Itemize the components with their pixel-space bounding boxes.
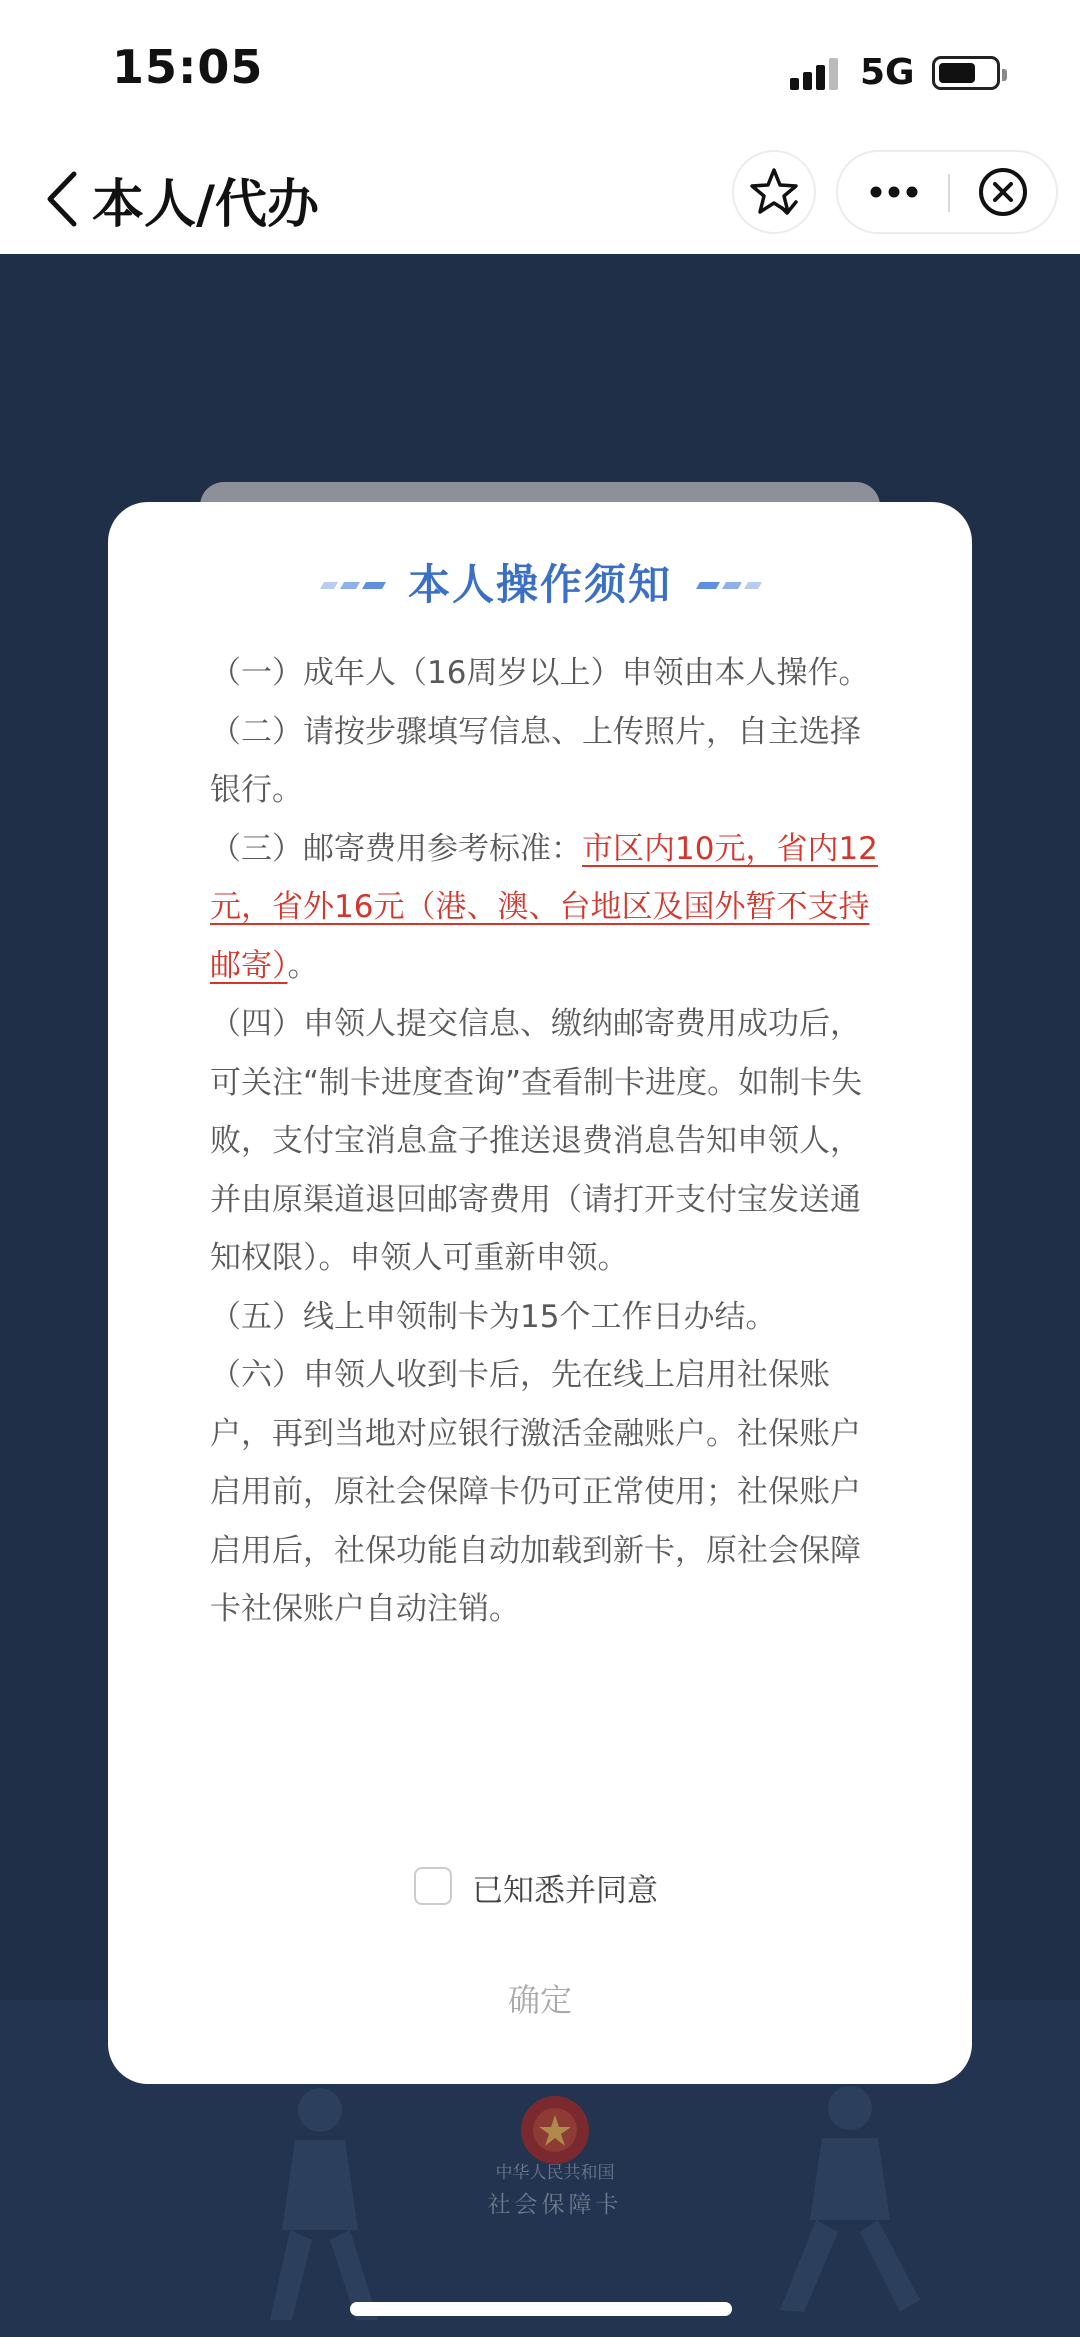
battery-icon [932, 56, 1000, 90]
status-bar [0, 0, 1080, 140]
confirm-button[interactable]: 确定 [408, 1968, 672, 2032]
chevron-left-icon [40, 162, 90, 232]
notice-item: （六）申领人收到卡后，先在线上启用社保账户，再到当地对应银行激活金融账户。社保账户启用前，原社会保障卡仍可正常使用；社保账户启用后，社保功能自动加载到新卡，原社会保障卡社保账户自动注销。 [210, 1357, 861, 1627]
capsule-menu [836, 150, 1058, 234]
person-illustration [760, 2080, 930, 2320]
title-decoration-icon [696, 578, 762, 592]
more-button[interactable] [838, 152, 948, 232]
notice-item-suffix: 。 [287, 947, 319, 984]
signal-icon [790, 56, 846, 90]
card-name-text: 社会保障卡 [487, 2192, 623, 2218]
person-illustration [240, 2080, 400, 2330]
notice-content [210, 644, 880, 1639]
title-decoration-icon [320, 578, 386, 592]
more-icon [838, 152, 948, 232]
close-circle-icon [950, 152, 1056, 232]
close-button[interactable] [950, 152, 1056, 232]
star-icon [734, 152, 814, 232]
notice-item [210, 820, 880, 996]
back-button[interactable] [40, 162, 90, 232]
favorite-button[interactable] [732, 150, 816, 234]
notice-item: （二）请按步骤填写信息、上传照片，自主选择银行。 [210, 713, 861, 808]
home-indicator[interactable] [350, 2302, 732, 2316]
modal-header [108, 552, 972, 622]
notice-item-prefix: （三）邮寄费用参考标准： [210, 830, 582, 867]
notice-item: （四）申领人提交信息、缴纳邮寄费用成功后，可关注“制卡进度查询”查看制卡进度。如制卡失败，支付宝消息盒子推送退费消息告知申领人，并由原渠道退回邮寄费用（请打开支付宝发送通知权限）。申领人可重新申领。 [210, 1006, 863, 1276]
card-issuer-text: 中华人民共和国 [495, 2163, 615, 2183]
modal-title: 本人操作须知 [407, 560, 672, 609]
status-time: 15:05 [112, 40, 264, 94]
title-bar [0, 140, 1080, 254]
agree-label[interactable]: 已知悉并同意 [472, 1873, 658, 1909]
notice-item: （一）成年人（16周岁以上）申领由本人操作。 [210, 655, 870, 691]
notice-item: （五）线上申领制卡为15个工作日办结。 [210, 1298, 777, 1335]
agree-checkbox[interactable] [414, 1867, 452, 1905]
postage-fee-link[interactable]: 市区内10元，省内12元，省外16元（港、澳、台地区及国外暂不支持邮寄） [210, 830, 878, 984]
notice-modal [108, 502, 972, 2084]
page-title: 本人/代办 [92, 175, 319, 235]
network-type: 5G [860, 52, 915, 93]
